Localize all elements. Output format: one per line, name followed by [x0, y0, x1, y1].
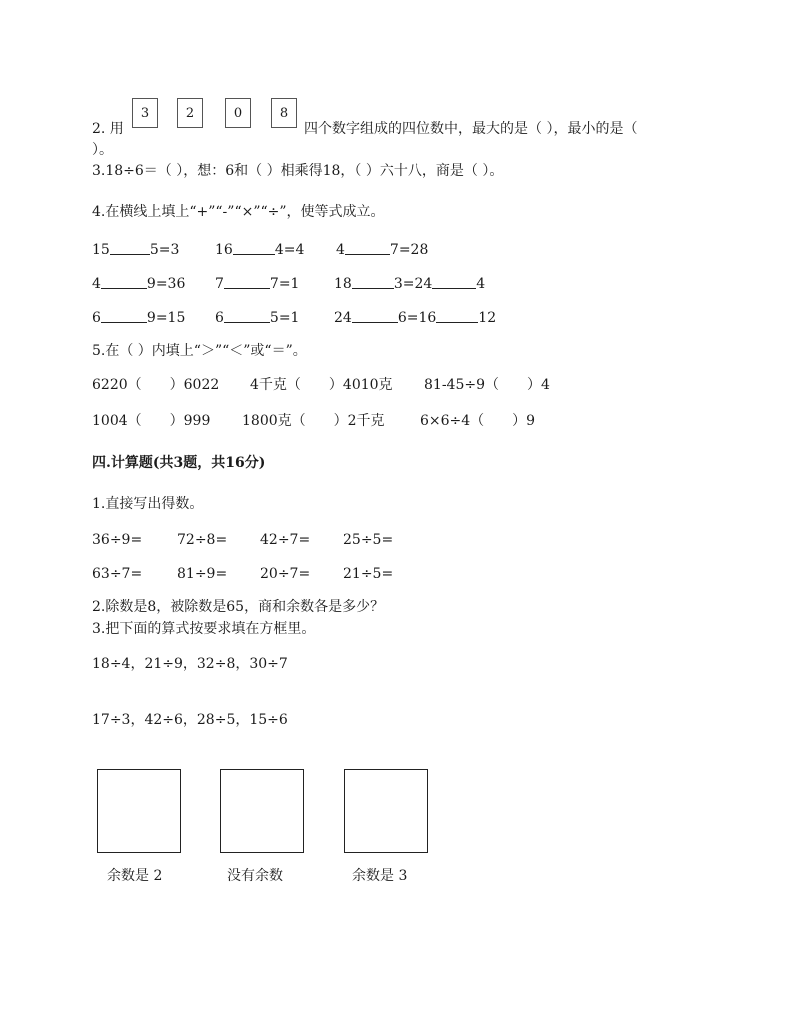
q4-operand: 4: [476, 276, 486, 292]
q4-operand: 18: [334, 276, 352, 292]
answer-blank[interactable]: [224, 276, 270, 289]
q2-text-end: ）。: [92, 142, 113, 158]
calc-item: 72÷8=: [177, 532, 228, 548]
answer-blank[interactable]: [432, 276, 476, 289]
answer-box-remainder-2[interactable]: [97, 769, 181, 853]
answer-box-no-remainder[interactable]: [220, 769, 304, 853]
answer-blank[interactable]: [110, 242, 150, 255]
compare-item: 4千克（ ）4010克: [250, 377, 393, 393]
answer-blank[interactable]: [233, 242, 275, 255]
q2-text: 四个数字组成的四位数中，最大的是（ ），最小的是（: [304, 121, 638, 137]
q4-expr: [92, 276, 185, 291]
c3-text: 3.把下面的算式按要求填在方框里。: [92, 621, 316, 637]
calc-item: 21÷5=: [343, 566, 394, 582]
compare-item: 1800克（ ）2千克: [242, 413, 385, 429]
section-heading: 四.计算题(共3题，共16分): [92, 455, 266, 471]
c2-text: 2.除数是8，被除数是65，商和余数各是多少？: [92, 599, 385, 615]
calc-item: 42÷7=: [260, 532, 311, 548]
q4-expr: [92, 242, 179, 257]
q4-operand: 3=24: [393, 276, 433, 292]
digit-card-4: 8: [271, 98, 297, 128]
q4-operand: 6: [215, 310, 224, 326]
q2-prefix: 2. 用: [92, 121, 124, 137]
q4-operand: 9=36: [146, 276, 186, 292]
q4-operand: 6: [92, 310, 101, 326]
q4-operand: 9=15: [146, 310, 186, 326]
calc-item: 25÷5=: [343, 532, 394, 548]
q4-operand: 6=16: [397, 310, 437, 326]
answer-blank[interactable]: [436, 310, 478, 323]
q4-operand: 7=1: [269, 276, 300, 292]
answer-blank[interactable]: [101, 310, 147, 323]
q4-expr: [336, 242, 428, 257]
q4-expr: [215, 276, 299, 291]
c1-title: 1.直接写出得数。: [92, 496, 204, 512]
q4-operand: 12: [478, 310, 497, 326]
answer-blank[interactable]: [101, 276, 147, 289]
compare-item: 81-45÷9（ ）4: [424, 377, 550, 393]
digit-card-2: 2: [177, 98, 203, 128]
q4-operand: 7: [215, 276, 224, 292]
q4-operand: 5=1: [269, 310, 300, 326]
answer-blank[interactable]: [352, 276, 394, 289]
q4-operand: 16: [215, 242, 233, 258]
q4-expr: [92, 310, 185, 325]
box-label: 没有余数: [227, 868, 283, 884]
q4-expr: [334, 310, 496, 325]
calc-item: 81÷9=: [177, 566, 228, 582]
calc-item: 20÷7=: [260, 566, 311, 582]
q4-operand: 24: [334, 310, 352, 326]
digit-card-3: 0: [225, 98, 251, 128]
answer-blank[interactable]: [345, 242, 390, 255]
compare-item: 6×6÷4（ ）9: [420, 413, 536, 429]
q4-operand: 4: [92, 276, 101, 292]
box-label: 余数是 2: [107, 868, 163, 884]
q4-operand: 7=28: [389, 242, 429, 258]
box-label: 余数是 3: [352, 868, 408, 884]
q4-operand: 15: [92, 242, 110, 258]
q3-text: 3.18÷6＝（ ），想：6和（ ）相乘得18，（ ）六十八，商是（ ）。: [92, 163, 504, 179]
answer-blank[interactable]: [352, 310, 398, 323]
q4-title: 4.在横线上填上“+”“-”“×”“÷”，使等式成立。: [92, 204, 385, 220]
compare-item: 1004（ ）999: [92, 413, 211, 429]
q4-expr: [215, 310, 299, 325]
q5-title: 5.在（ ）内填上“＞”“＜”或“＝”。: [92, 343, 307, 359]
c3-line: 18÷4，21÷9，32÷8，30÷7: [92, 656, 288, 672]
q4-expr: [215, 242, 304, 257]
q4-operand: 4=4: [274, 242, 305, 258]
digit-card-1: 3: [132, 98, 158, 128]
compare-item: 6220（ ）6022: [92, 377, 220, 393]
c3-line: 17÷3，42÷6，28÷5，15÷6: [92, 712, 288, 728]
calc-item: 63÷7=: [92, 566, 143, 582]
answer-box-remainder-3[interactable]: [344, 769, 428, 853]
q4-operand: 4: [336, 242, 345, 258]
q4-operand: 5=3: [149, 242, 180, 258]
answer-blank[interactable]: [224, 310, 270, 323]
q4-expr: [334, 276, 485, 291]
calc-item: 36÷9=: [92, 532, 143, 548]
